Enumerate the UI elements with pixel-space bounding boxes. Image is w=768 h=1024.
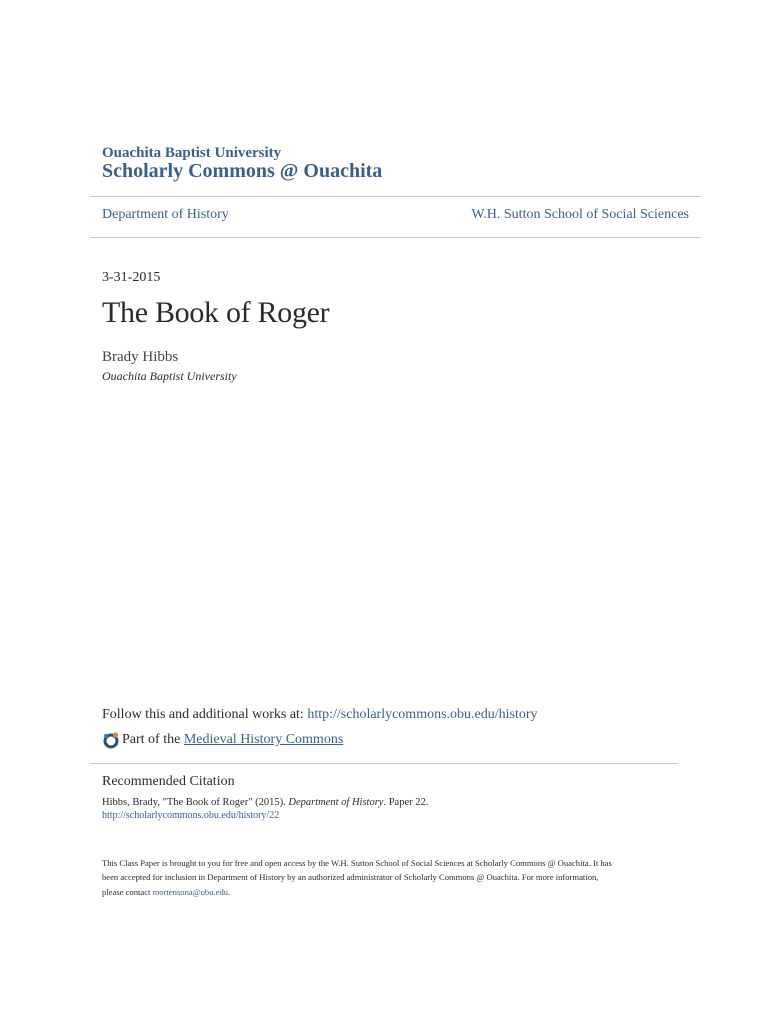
school-link[interactable]: W.H. Sutton School of Social Sciences — [471, 207, 689, 222]
part-of-prefix: Part of the — [122, 732, 181, 747]
author-affiliation: Ouachita Baptist University — [102, 369, 237, 383]
access-note-line-1: This Class Paper is brought to you for free and open access by the W.H. Sutton School of Social Sciences at Scholarly Commons @ Ouachita. It has — [102, 858, 612, 868]
author-name: Brady Hibbs — [102, 349, 179, 365]
institution-name: Ouachita Baptist University — [102, 145, 282, 161]
citation-suffix: . Paper 22. — [383, 797, 429, 808]
access-note-line-3 — [102, 885, 667, 899]
contact-email-link[interactable]: mortensona@obu.edu — [152, 886, 229, 897]
citation-url-link[interactable]: http://scholarlycommons.obu.edu/history/22 — [102, 810, 280, 821]
network-icon — [102, 731, 120, 749]
department-link[interactable]: Department of History — [102, 207, 229, 222]
repository-name[interactable]: Scholarly Commons @ Ouachita — [102, 160, 383, 182]
header-divider-top — [90, 196, 701, 197]
citation-prefix: Hibbs, Brady, "The Book of Roger" (2015). — [102, 797, 289, 808]
publication-date: 3-31-2015 — [102, 270, 161, 285]
follow-prefix: Follow this and additional works at: — [102, 707, 308, 722]
header-divider-bottom — [90, 237, 701, 238]
access-note-contact-prefix: please contact — [102, 886, 153, 897]
citation-text — [102, 797, 428, 808]
follow-line — [102, 707, 538, 723]
collection-url-link[interactable]: http://scholarlycommons.obu.edu/history — [307, 707, 538, 722]
access-note-line-2: been accepted for inclusion in Department of History by an authorized administrator of Scholarly Commons @ Ouachita. For more information, — [102, 872, 599, 883]
access-note — [102, 856, 667, 899]
citation-series: Department of History — [288, 797, 384, 808]
access-note-contact-suffix: . — [228, 886, 231, 897]
part-of-line — [102, 731, 343, 749]
commons-link[interactable]: Medieval History Commons — [183, 732, 344, 747]
citation-heading: Recommended Citation — [102, 774, 235, 789]
document-title: The Book of Roger — [102, 296, 330, 329]
citation-divider — [90, 763, 678, 764]
